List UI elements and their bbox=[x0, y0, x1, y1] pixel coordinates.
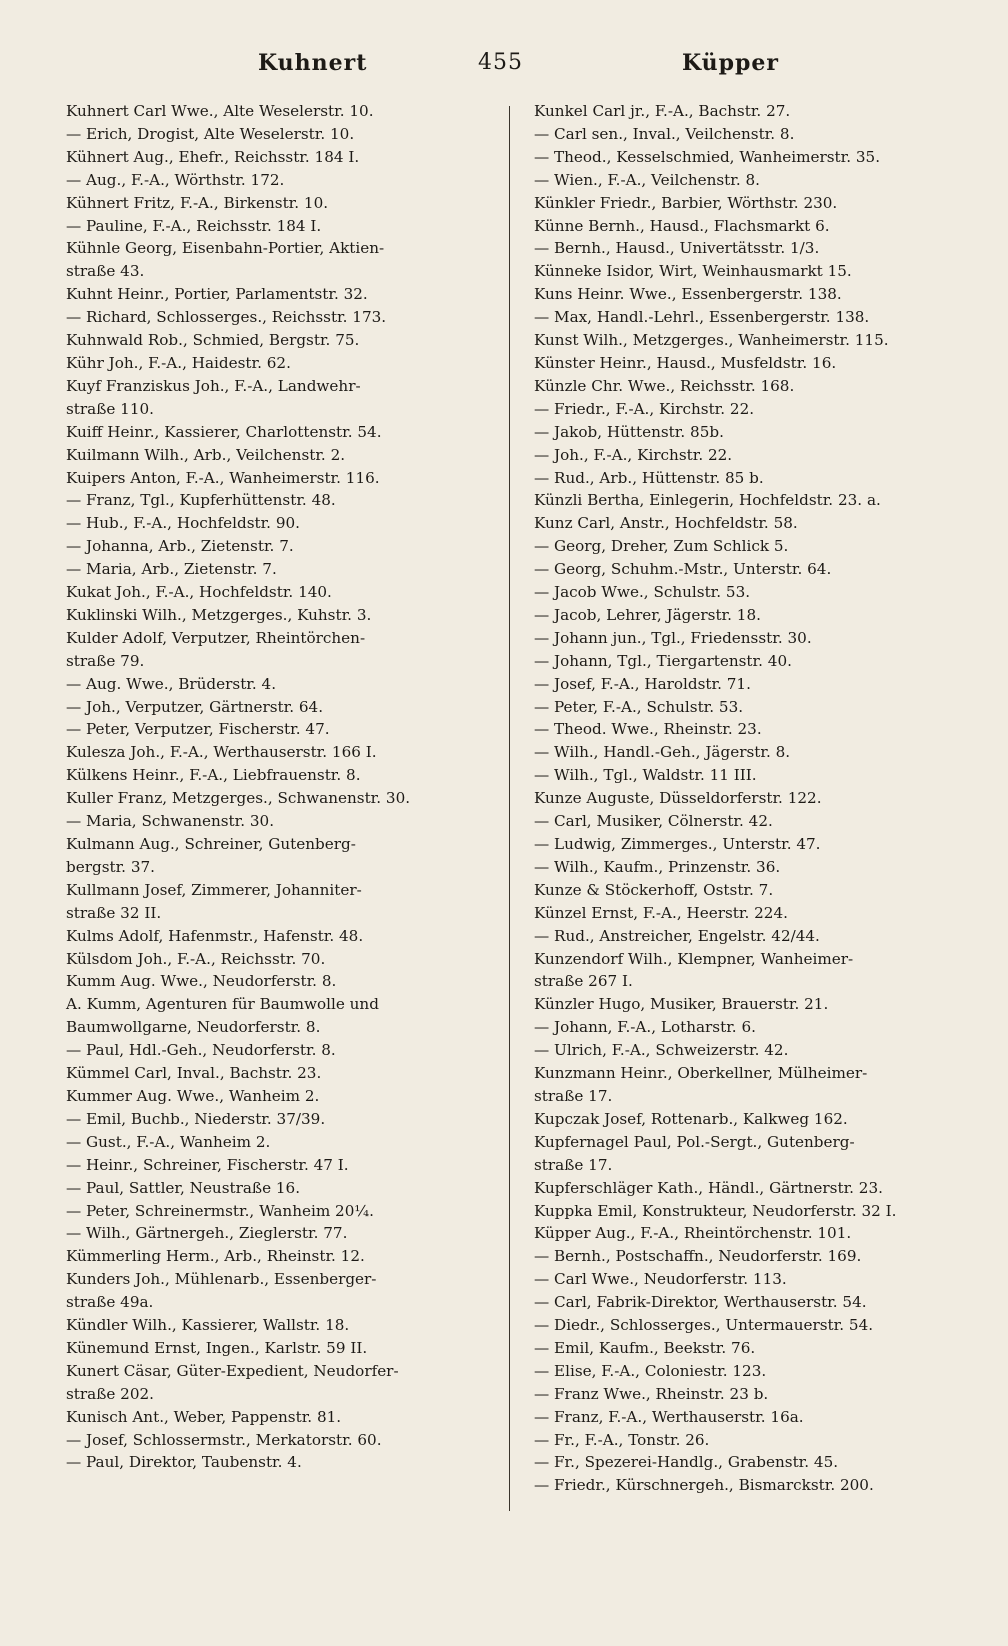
directory-entry-line: Kulms Adolf, Hafenmstr., Hafenstr. 48. bbox=[66, 926, 364, 945]
directory-entry-line: — Emil, Buchb., Niederstr. 37/39. bbox=[66, 1109, 326, 1128]
directory-entry-line: — Johann jun., Tgl., Friedensstr. 30. bbox=[534, 628, 812, 647]
directory-entry-line: — Johann, F.-A., Lotharstr. 6. bbox=[534, 1018, 756, 1037]
directory-entry-line: Kuiff Heinr., Kassierer, Charlottenstr. 54. bbox=[66, 422, 382, 441]
directory-entry-line: Kuklinski Wilh., Metzgerges., Kuhstr. 3. bbox=[66, 605, 372, 624]
directory-entry-line: Kupczak Josef, Rottenarb., Kalkweg 162. bbox=[534, 1109, 848, 1128]
left-entry-list bbox=[66, 100, 504, 1474]
directory-entry-line: Künzli Bertha, Einlegerin, Hochfeldstr. 23. a. bbox=[534, 491, 881, 510]
directory-entry-line: — Fr., F.-A., Tonstr. 26. bbox=[534, 1430, 710, 1449]
directory-entry-line: Künzle Chr. Wwe., Reichsstr. 168. bbox=[534, 376, 795, 395]
directory-entry-line: — Franz, F.-A., Werthauserstr. 16a. bbox=[534, 1407, 804, 1426]
directory-entry-line: — Peter, Schreinermstr., Wanheim 20¼. bbox=[66, 1201, 374, 1220]
directory-entry-line: Kupferschläger Kath., Händl., Gärtnerstr. 23. bbox=[534, 1178, 883, 1197]
directory-entry-line: — Josef, Schlossermstr., Merkatorstr. 60. bbox=[66, 1430, 382, 1449]
directory-entry-line: — Maria, Schwanenstr. 30. bbox=[66, 812, 275, 831]
directory-entry-line: Kümmerling Herm., Arb., Rheinstr. 12. bbox=[66, 1247, 365, 1266]
directory-entry-line: Kümmel Carl, Inval., Bachstr. 23. bbox=[66, 1064, 322, 1083]
directory-entry-line: Kündler Wilh., Kassierer, Wallstr. 18. bbox=[66, 1316, 350, 1335]
directory-entry-line: Külsdom Joh., F.-A., Reichsstr. 70. bbox=[66, 949, 326, 968]
directory-entry-line: Kunzmann Heinr., Oberkellner, Mülheimer- bbox=[534, 1064, 868, 1083]
directory-entry-line: — Peter, Verputzer, Fischerstr. 47. bbox=[66, 720, 330, 739]
directory-entry-line: — Pauline, F.-A., Reichsstr. 184 I. bbox=[66, 216, 322, 235]
directory-entry-line: Kuhnert Carl Wwe., Alte Weselerstr. 10. bbox=[66, 102, 374, 120]
directory-entry-line: — Bernh., Postschaffn., Neudorferstr. 169. bbox=[534, 1247, 862, 1266]
directory-entry-line: — Wilh., Tgl., Waldstr. 11 III. bbox=[534, 766, 757, 785]
directory-entry-line: Kunze Auguste, Düsseldorferstr. 122. bbox=[534, 789, 822, 808]
directory-entry-line: Baumwollgarne, Neudorferstr. 8. bbox=[66, 1018, 321, 1037]
directory-entry-line: Kukat Joh., F.-A., Hochfeldstr. 140. bbox=[66, 583, 332, 602]
directory-entry-line: — Paul, Hdl.-Geh., Neudorferstr. 8. bbox=[66, 1041, 336, 1060]
directory-entry-line: — Rud., Anstreicher, Engelstr. 42/44. bbox=[534, 926, 820, 945]
directory-entry-line: — Georg, Dreher, Zum Schlick 5. bbox=[534, 537, 789, 556]
directory-entry-line: Kunzendorf Wilh., Klempner, Wanheimer- bbox=[534, 949, 854, 968]
directory-entry-line: straße 32 II. bbox=[66, 903, 162, 922]
directory-entry-line: Kuhnt Heinr., Portier, Parlamentstr. 32. bbox=[66, 285, 368, 304]
directory-entry-line: Kunst Wilh., Metzgerges., Wanheimerstr. 115. bbox=[534, 331, 889, 350]
directory-entry-line: — Paul, Direktor, Taubenstr. 4. bbox=[66, 1453, 302, 1472]
page-number: 455 bbox=[478, 50, 523, 75]
directory-entry-line: Künzel Ernst, F.-A., Heerstr. 224. bbox=[534, 903, 788, 922]
directory-entry-line: straße 43. bbox=[66, 262, 145, 281]
directory-entry-line: Küpper Aug., F.-A., Rheintörchenstr. 101. bbox=[534, 1224, 852, 1243]
directory-entry-line: — Bernh., Hausd., Univertätsstr. 1/3. bbox=[534, 239, 820, 258]
directory-entry-line: — Maria, Arb., Zietenstr. 7. bbox=[66, 560, 277, 579]
directory-entry-line: — Carl, Fabrik-Direktor, Werthauserstr. 54. bbox=[534, 1293, 867, 1312]
directory-entry-line: straße 49a. bbox=[66, 1293, 154, 1312]
directory-entry-line: A. Kumm, Agenturen für Baumwolle und bbox=[66, 995, 379, 1014]
directory-entry-line: — Gust., F.-A., Wanheim 2. bbox=[66, 1132, 271, 1151]
directory-entry-line: Kuns Heinr. Wwe., Essenbergerstr. 138. bbox=[534, 285, 842, 304]
directory-entry-line: Kulder Adolf, Verputzer, Rheintörchen- bbox=[66, 628, 366, 647]
running-head-right: Küpper bbox=[682, 50, 779, 76]
directory-entry-line: — Carl Wwe., Neudorferstr. 113. bbox=[534, 1270, 787, 1289]
directory-entry-line: — Diedr., Schlosserges., Untermauerstr. 54. bbox=[534, 1316, 874, 1335]
directory-entry-line: — Friedr., F.-A., Kirchstr. 22. bbox=[534, 399, 755, 418]
directory-entry-line: Künne Bernh., Hausd., Flachsmarkt 6. bbox=[534, 216, 830, 235]
directory-entry-line: Kunze & Stöckerhoff, Oststr. 7. bbox=[534, 880, 774, 899]
directory-entry-line: straße 267 I. bbox=[534, 972, 633, 991]
directory-entry-line: Kuipers Anton, F.-A., Wanheimerstr. 116. bbox=[66, 468, 380, 487]
directory-entry-line: — Jakob, Hüttenstr. 85b. bbox=[534, 422, 724, 441]
directory-entry-line: — Rud., Arb., Hüttenstr. 85 b. bbox=[534, 468, 764, 487]
directory-entry-line: Kullmann Josef, Zimmerer, Johanniter- bbox=[66, 880, 362, 899]
directory-entry-line: — Joh., F.-A., Kirchstr. 22. bbox=[534, 445, 733, 464]
directory-entry-line: Künzler Hugo, Musiker, Brauerstr. 21. bbox=[534, 995, 829, 1014]
directory-entry-line: — Hub., F.-A., Hochfeldstr. 90. bbox=[66, 514, 300, 533]
directory-entry-line: — Elise, F.-A., Coloniestr. 123. bbox=[534, 1361, 767, 1380]
directory-entry-line: — Wilh., Kaufm., Prinzenstr. 36. bbox=[534, 857, 781, 876]
directory-entry-line: Kunert Cäsar, Güter-Expedient, Neudorfer- bbox=[66, 1361, 399, 1380]
directory-entry-line: Künster Heinr., Hausd., Musfeldstr. 16. bbox=[534, 353, 837, 372]
directory-entry-line: Kuppka Emil, Konstrukteur, Neudorferstr. 32 I. bbox=[534, 1201, 897, 1220]
directory-entry-line: Külkens Heinr., F.-A., Liebfrauenstr. 8. bbox=[66, 766, 361, 785]
directory-entry-line: Kühnert Fritz, F.-A., Birkenstr. 10. bbox=[66, 193, 329, 212]
directory-entry-line: — Jacob, Lehrer, Jägerstr. 18. bbox=[534, 605, 761, 624]
directory-entry-line: straße 17. bbox=[534, 1086, 613, 1105]
directory-entry-line: — Jacob Wwe., Schulstr. 53. bbox=[534, 583, 751, 602]
directory-entry-line: — Richard, Schlosserges., Reichsstr. 173. bbox=[66, 308, 387, 327]
directory-entry-line: Kupfernagel Paul, Pol.-Sergt., Gutenberg- bbox=[534, 1132, 855, 1151]
directory-entry-line: — Fr., Spezerei-Handlg., Grabenstr. 45. bbox=[534, 1453, 839, 1472]
directory-entry-line: — Theod., Kesselschmied, Wanheimerstr. 35. bbox=[534, 147, 881, 166]
left-column bbox=[66, 100, 504, 1474]
directory-entry-line: — Emil, Kaufm., Beekstr. 76. bbox=[534, 1338, 756, 1357]
column-divider bbox=[509, 106, 510, 1511]
directory-entry-line: Kunkel Carl jr., F.-A., Bachstr. 27. bbox=[534, 102, 791, 120]
directory-entry-line: — Aug. Wwe., Brüderstr. 4. bbox=[66, 674, 277, 693]
directory-entry-line: straße 110. bbox=[66, 399, 154, 418]
directory-entry-line: — Erich, Drogist, Alte Weselerstr. 10. bbox=[66, 124, 355, 143]
directory-entry-line: — Paul, Sattler, Neustraße 16. bbox=[66, 1178, 301, 1197]
directory-entry-line: — Wilh., Handl.-Geh., Jägerstr. 8. bbox=[534, 743, 791, 762]
directory-entry-line: straße 202. bbox=[66, 1384, 154, 1403]
directory-entry-line: — Ulrich, F.-A., Schweizerstr. 42. bbox=[534, 1041, 789, 1060]
directory-entry-line: — Johanna, Arb., Zietenstr. 7. bbox=[66, 537, 294, 556]
directory-entry-line: — Carl, Musiker, Cölnerstr. 42. bbox=[534, 812, 773, 831]
directory-entry-line: Kumm Aug. Wwe., Neudorferstr. 8. bbox=[66, 972, 337, 991]
directory-entry-line: straße 17. bbox=[534, 1155, 613, 1174]
directory-entry-line: Kummer Aug. Wwe., Wanheim 2. bbox=[66, 1086, 320, 1105]
directory-entry-line: — Johann, Tgl., Tiergartenstr. 40. bbox=[534, 651, 792, 670]
directory-entry-line: — Theod. Wwe., Rheinstr. 23. bbox=[534, 720, 762, 739]
directory-entry-line: — Joh., Verputzer, Gärtnerstr. 64. bbox=[66, 697, 324, 716]
directory-entry-line: — Wilh., Gärtnergeh., Zieglerstr. 77. bbox=[66, 1224, 348, 1243]
directory-entry-line: Künkler Friedr., Barbier, Wörthstr. 230. bbox=[534, 193, 838, 212]
directory-entry-line: Kulmann Aug., Schreiner, Gutenberg- bbox=[66, 835, 356, 853]
directory-entry-line: — Wien., F.-A., Veilchenstr. 8. bbox=[534, 170, 761, 189]
directory-entry-line: — Carl sen., Inval., Veilchenstr. 8. bbox=[534, 124, 795, 143]
directory-entry-line: straße 79. bbox=[66, 651, 145, 670]
directory-entry-line: — Aug., F.-A., Wörthstr. 172. bbox=[66, 170, 285, 189]
directory-entry-line: Kuller Franz, Metzgerges., Schwanenstr. 30. bbox=[66, 789, 411, 808]
directory-entry-line: Kunz Carl, Anstr., Hochfeldstr. 58. bbox=[534, 514, 798, 533]
directory-entry-line: — Friedr., Kürschnergeh., Bismarckstr. 200. bbox=[534, 1476, 874, 1495]
right-column bbox=[534, 100, 972, 1497]
running-head-left: Kuhnert bbox=[258, 50, 368, 76]
directory-entry-line: Kunders Joh., Mühlenarb., Essenberger- bbox=[66, 1270, 377, 1289]
directory-entry-line: — Josef, F.-A., Haroldstr. 71. bbox=[534, 674, 751, 693]
directory-entry-line: Kühnle Georg, Eisenbahn-Portier, Aktien- bbox=[66, 239, 385, 258]
directory-entry-line: — Franz, Tgl., Kupferhüttenstr. 48. bbox=[66, 491, 336, 510]
directory-entry-line: Kunisch Ant., Weber, Pappenstr. 81. bbox=[66, 1407, 342, 1426]
directory-entry-line: — Franz Wwe., Rheinstr. 23 b. bbox=[534, 1384, 769, 1403]
directory-entry-line: — Heinr., Schreiner, Fischerstr. 47 I. bbox=[66, 1155, 349, 1174]
directory-entry-line: — Ludwig, Zimmerges., Unterstr. 47. bbox=[534, 835, 821, 853]
directory-entry-line: Kuyf Franziskus Joh., F.-A., Landwehr- bbox=[66, 376, 361, 395]
directory-entry-line: Kulesza Joh., F.-A., Werthauserstr. 166 I. bbox=[66, 743, 377, 762]
directory-entry-line: Künemund Ernst, Ingen., Karlstr. 59 II. bbox=[66, 1338, 368, 1357]
directory-entry-line: — Peter, F.-A., Schulstr. 53. bbox=[534, 697, 744, 716]
directory-entry-line: Künneke Isidor, Wirt, Weinhausmarkt 15. bbox=[534, 262, 852, 281]
directory-entry-line: Kühnert Aug., Ehefr., Reichsstr. 184 I. bbox=[66, 147, 360, 166]
directory-entry-line: bergstr. 37. bbox=[66, 857, 155, 876]
directory-entry-line: — Max, Handl.-Lehrl., Essenbergerstr. 138. bbox=[534, 308, 870, 327]
directory-entry-line: Kuhnwald Rob., Schmied, Bergstr. 75. bbox=[66, 331, 360, 350]
directory-entry-line: Kuilmann Wilh., Arb., Veilchenstr. 2. bbox=[66, 445, 346, 464]
directory-entry-line: — Georg, Schuhm.-Mstr., Unterstr. 64. bbox=[534, 560, 832, 579]
directory-entry-line: Kühr Joh., F.-A., Haidestr. 62. bbox=[66, 353, 291, 372]
right-entry-list bbox=[534, 100, 972, 1497]
